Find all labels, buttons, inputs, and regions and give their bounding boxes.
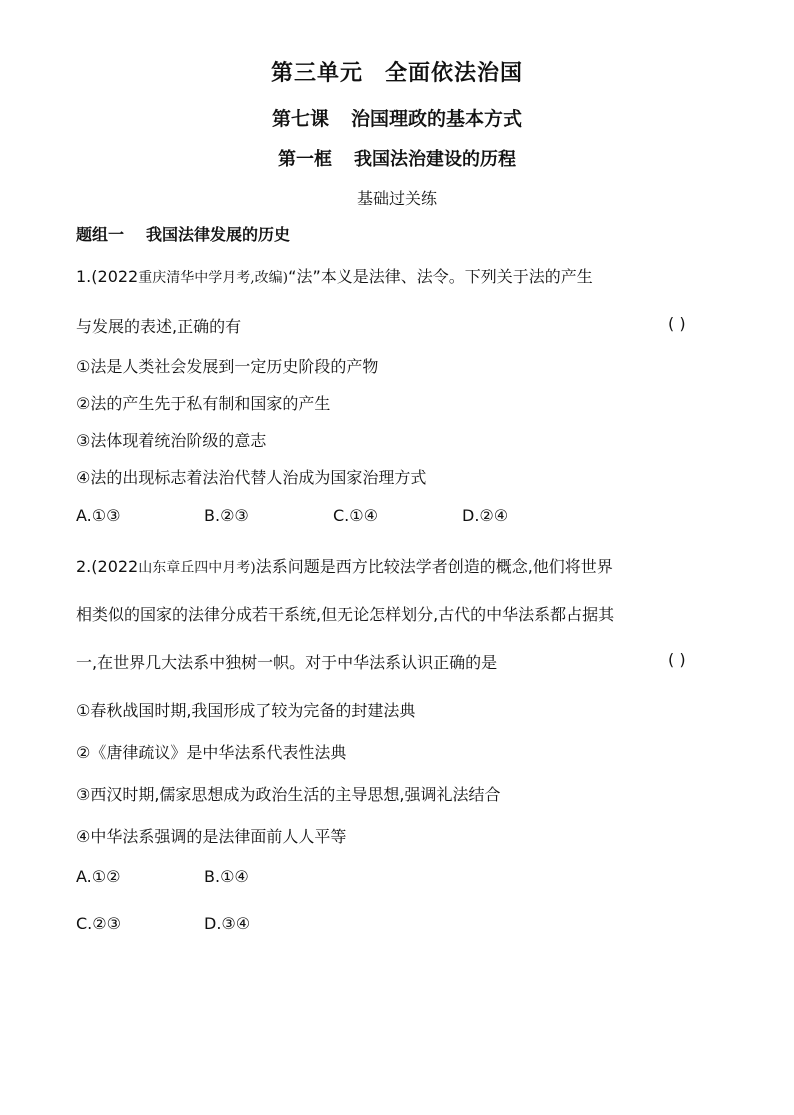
q2-answer-blank: ( ) (668, 650, 686, 669)
q2-stem-c: 一,在世界几大法系中独树一帜。对于中华法系认识正确的是 (76, 653, 498, 672)
frame-name: 我国法治建设的历程 (354, 149, 516, 170)
q1-statement-1: ①法是人类社会发展到一定历史阶段的产物 (76, 357, 379, 376)
q1-stem-b: 与发展的表述,正确的有 (76, 317, 242, 336)
q1-option-c: C.①④ (333, 506, 378, 525)
q2-statement-3: ③西汉时期,儒家思想成为政治生活的主导思想,强调礼法结合 (76, 785, 501, 804)
q2-option-c: C.②③ (76, 914, 121, 933)
q1-number: 1.(2022 (76, 267, 139, 286)
q1-statement-3: ③法体现着统治阶级的意志 (76, 431, 267, 450)
question-group-title (76, 222, 290, 245)
group-label: 题组一 (76, 225, 125, 244)
section-subtitle: 基础过关练 (356, 189, 437, 208)
q2-stem-line-1 (76, 554, 613, 577)
q2-number: 2.(2022 (76, 557, 139, 576)
q2-source: 山东章丘四中月考) (138, 560, 256, 576)
q1-stem-a: “法”本义是法律、法令。下列关于法的产生 (288, 267, 593, 286)
q2-option-a: A.①② (76, 867, 121, 886)
lesson-title (0, 104, 794, 131)
unit-title (0, 56, 794, 87)
q2-option-b: B.①④ (204, 867, 249, 886)
lesson-number: 第七课 (271, 108, 329, 130)
unit-number: 第三单元 (270, 61, 363, 86)
q1-source: 重庆清华中学月考,改编) (138, 270, 289, 286)
q2-stem-b: 相类似的国家的法律分成若干系统,但无论怎样划分,古代的中华法系都占据其 (76, 605, 615, 624)
q2-stem-a: 法系问题是西方比较法学者创造的概念,他们将世界 (255, 557, 613, 576)
frame-number: 第一框 (278, 149, 332, 170)
q1-option-a: A.①③ (76, 506, 121, 525)
group-name: 我国法律发展的历史 (146, 225, 291, 244)
q1-option-b: B.②③ (204, 506, 249, 525)
q2-statement-2: ②《唐律疏议》是中华法系代表性法典 (76, 743, 347, 762)
q1-answer-blank: ( ) (668, 314, 686, 333)
q2-statement-4: ④中华法系强调的是法律面前人人平等 (76, 827, 347, 846)
q1-stem-line-1 (76, 264, 593, 287)
unit-name: 全面依法治国 (385, 61, 524, 86)
q2-statement-1: ①春秋战国时期,我国形成了较为完备的封建法典 (76, 701, 416, 720)
q1-statement-2: ②法的产生先于私有制和国家的产生 (76, 394, 331, 413)
q2-option-d: D.③④ (204, 914, 251, 933)
frame-title (0, 145, 794, 171)
q1-option-d: D.②④ (462, 506, 509, 525)
q1-statement-4: ④法的出现标志着法治代替人治成为国家治理方式 (76, 468, 427, 487)
lesson-name: 治国理政的基本方式 (351, 108, 523, 130)
